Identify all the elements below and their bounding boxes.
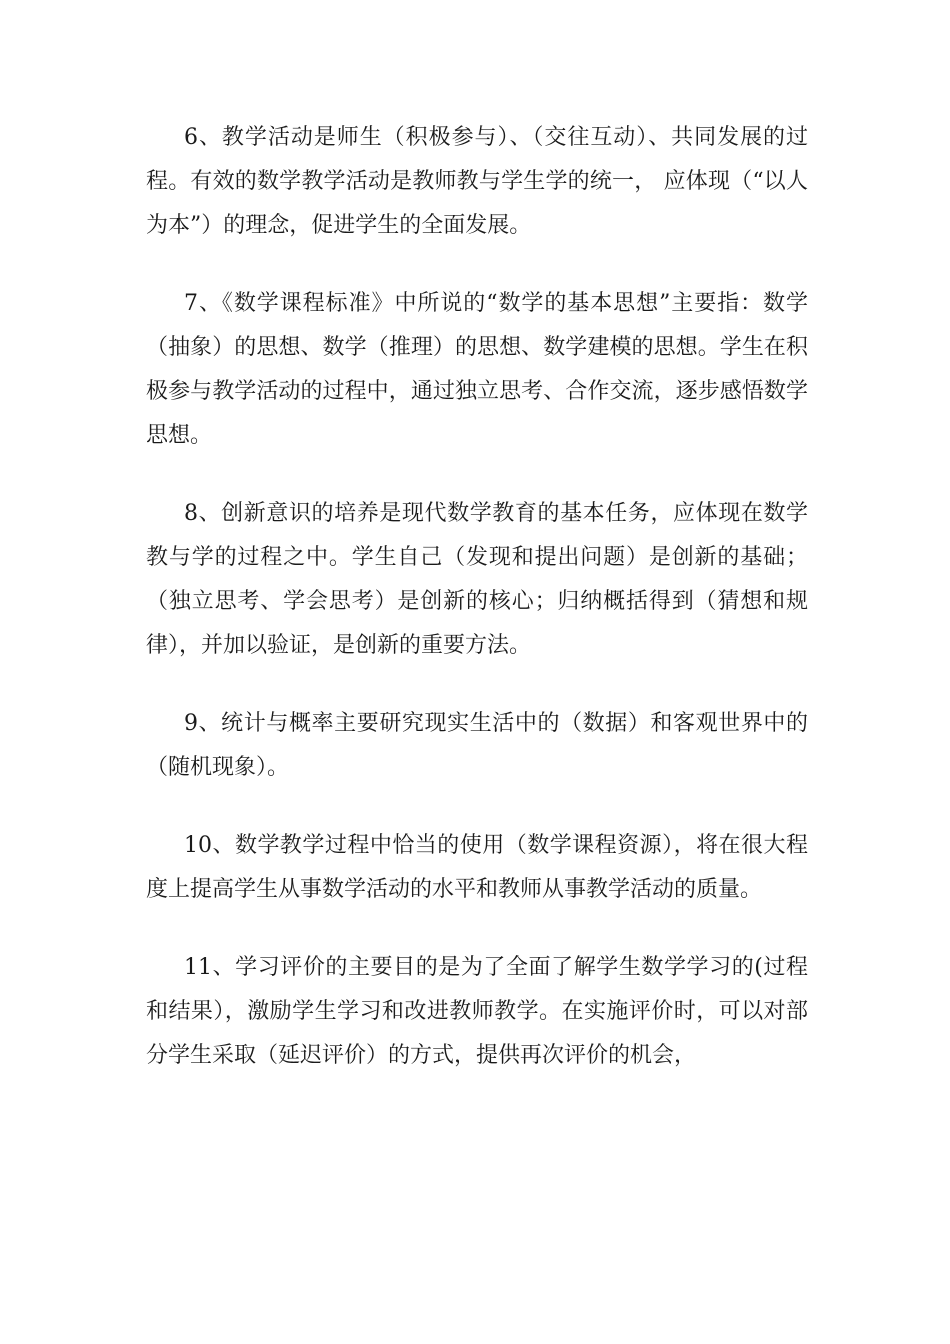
paragraph-7: 7、《数学课程标准》中所说的“数学的基本思想”主要指：数学（抽象）的思想、数学（推理）的思想、数学建模的思想。学生在积极参与教学活动的过程中，通过独立思考、合作交流，逐步感悟数学思想。 (146, 291, 808, 448)
paragraph-8: 8、创新意识的培养是现代数学教育的基本任务，应体现在数学教与学的过程之中。学生自己（发现和提出问题）是创新的基础；（独立思考、学会思考）是创新的核心；归纳概括得到（猜想和规律），并加以验证，是创新的重要方法。 (146, 501, 808, 658)
paragraph-11: 11、学习评价的主要目的是为了全面了解学生数学学习的(过程和结果），激励学生学习和改进教师教学。在实施评价时，可以对部分学生采取（延迟评价）的方式，提供再次评价的机会， (146, 955, 808, 1068)
paragraph-9: 9、统计与概率主要研究现实生活中的（数据）和客观世界中的（随机现象）。 (146, 711, 808, 780)
document-body (146, 116, 808, 1112)
paragraph-6: 6、教学活动是师生（积极参与）、（交往互动）、共同发展的过程。有效的数学教学活动是教师教与学生学的统一， 应体现（“以人为本”）的理念，促进学生的全面发展。 (146, 125, 808, 238)
paragraph-10: 10、数学教学过程中恰当的使用（数学课程资源），将在很大程度上提高学生从事数学活动的水平和教师从事教学活动的质量。 (146, 833, 808, 902)
